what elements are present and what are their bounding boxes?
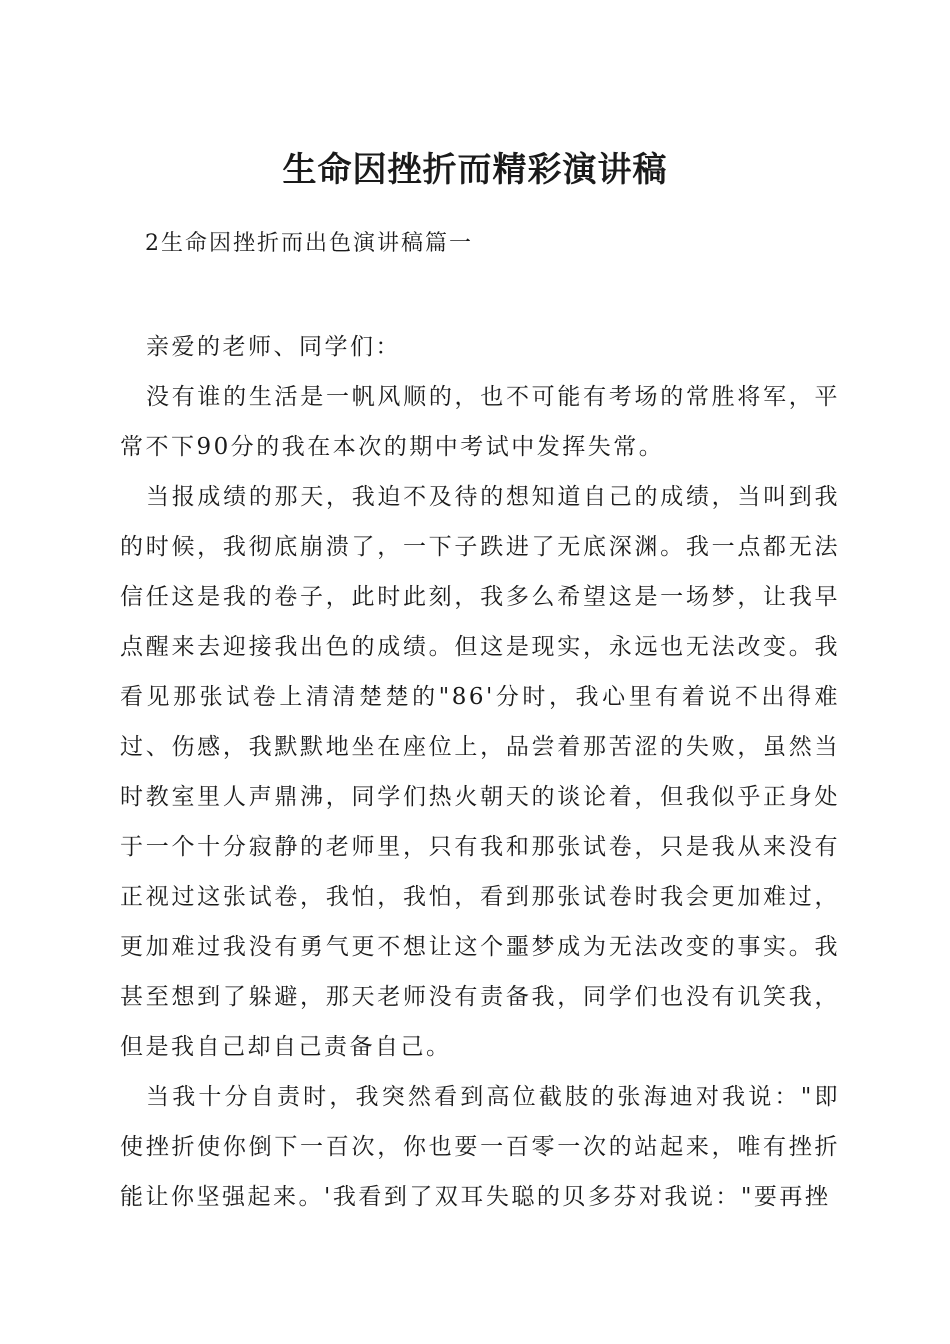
document-subtitle: 2生命因挫折而出色演讲稿篇一 [145, 231, 473, 256]
paragraph: 没有谁的生活是一帆风顺的，也不可能有考场的常胜将军，平常不下90分的我在本次的期中考试中发挥失常。 [120, 384, 840, 460]
page-title: 生命因挫折而精彩演讲稿 [282, 150, 668, 190]
paragraph-salutation: 亲爱的老师、同学们： [146, 334, 401, 360]
paragraph: 当我十分自责时，我突然看到高位截肢的张海迪对我说："即使挫折使你倒下一百次，你也要一百零一次的站起来，唯有挫折能让你坚强起来。'我看到了双耳失聪的贝多芬对我说："要再挫 [120, 1084, 840, 1210]
paragraph: 当报成绩的那天，我迫不及待的想知道自己的成绩，当叫到我的时候，我彻底崩溃了，一下子跌进了无底深渊。我一点都无法信任这是我的卷子，此时此刻，我多么希望这是一场梦，让我早点醒来去迎接我出色的成绩。但这是现实，永远也无法改变。我看见那张试卷上清清楚楚的"86'分时，我心里有着说不出得难过、伤感，我默默地坐在座位上，品尝着那苦涩的失败，虽然当时教室里人声鼎沸，同学们热火朝天的谈论着，但我似乎正身处于一个十分寂静的老师里，只有我和那张试卷，只是我从来没有正视过这张试卷，我怕，我怕，看到那张试卷时我会更加难过，更加难过我没有勇气更不想让这个噩梦成为无法改变的事实。我甚至想到了躲避，那天老师没有责备我，同学们也没有讥笑我，但是我自己却自己责备自己。 [120, 484, 840, 1060]
document-body [120, 322, 840, 1222]
